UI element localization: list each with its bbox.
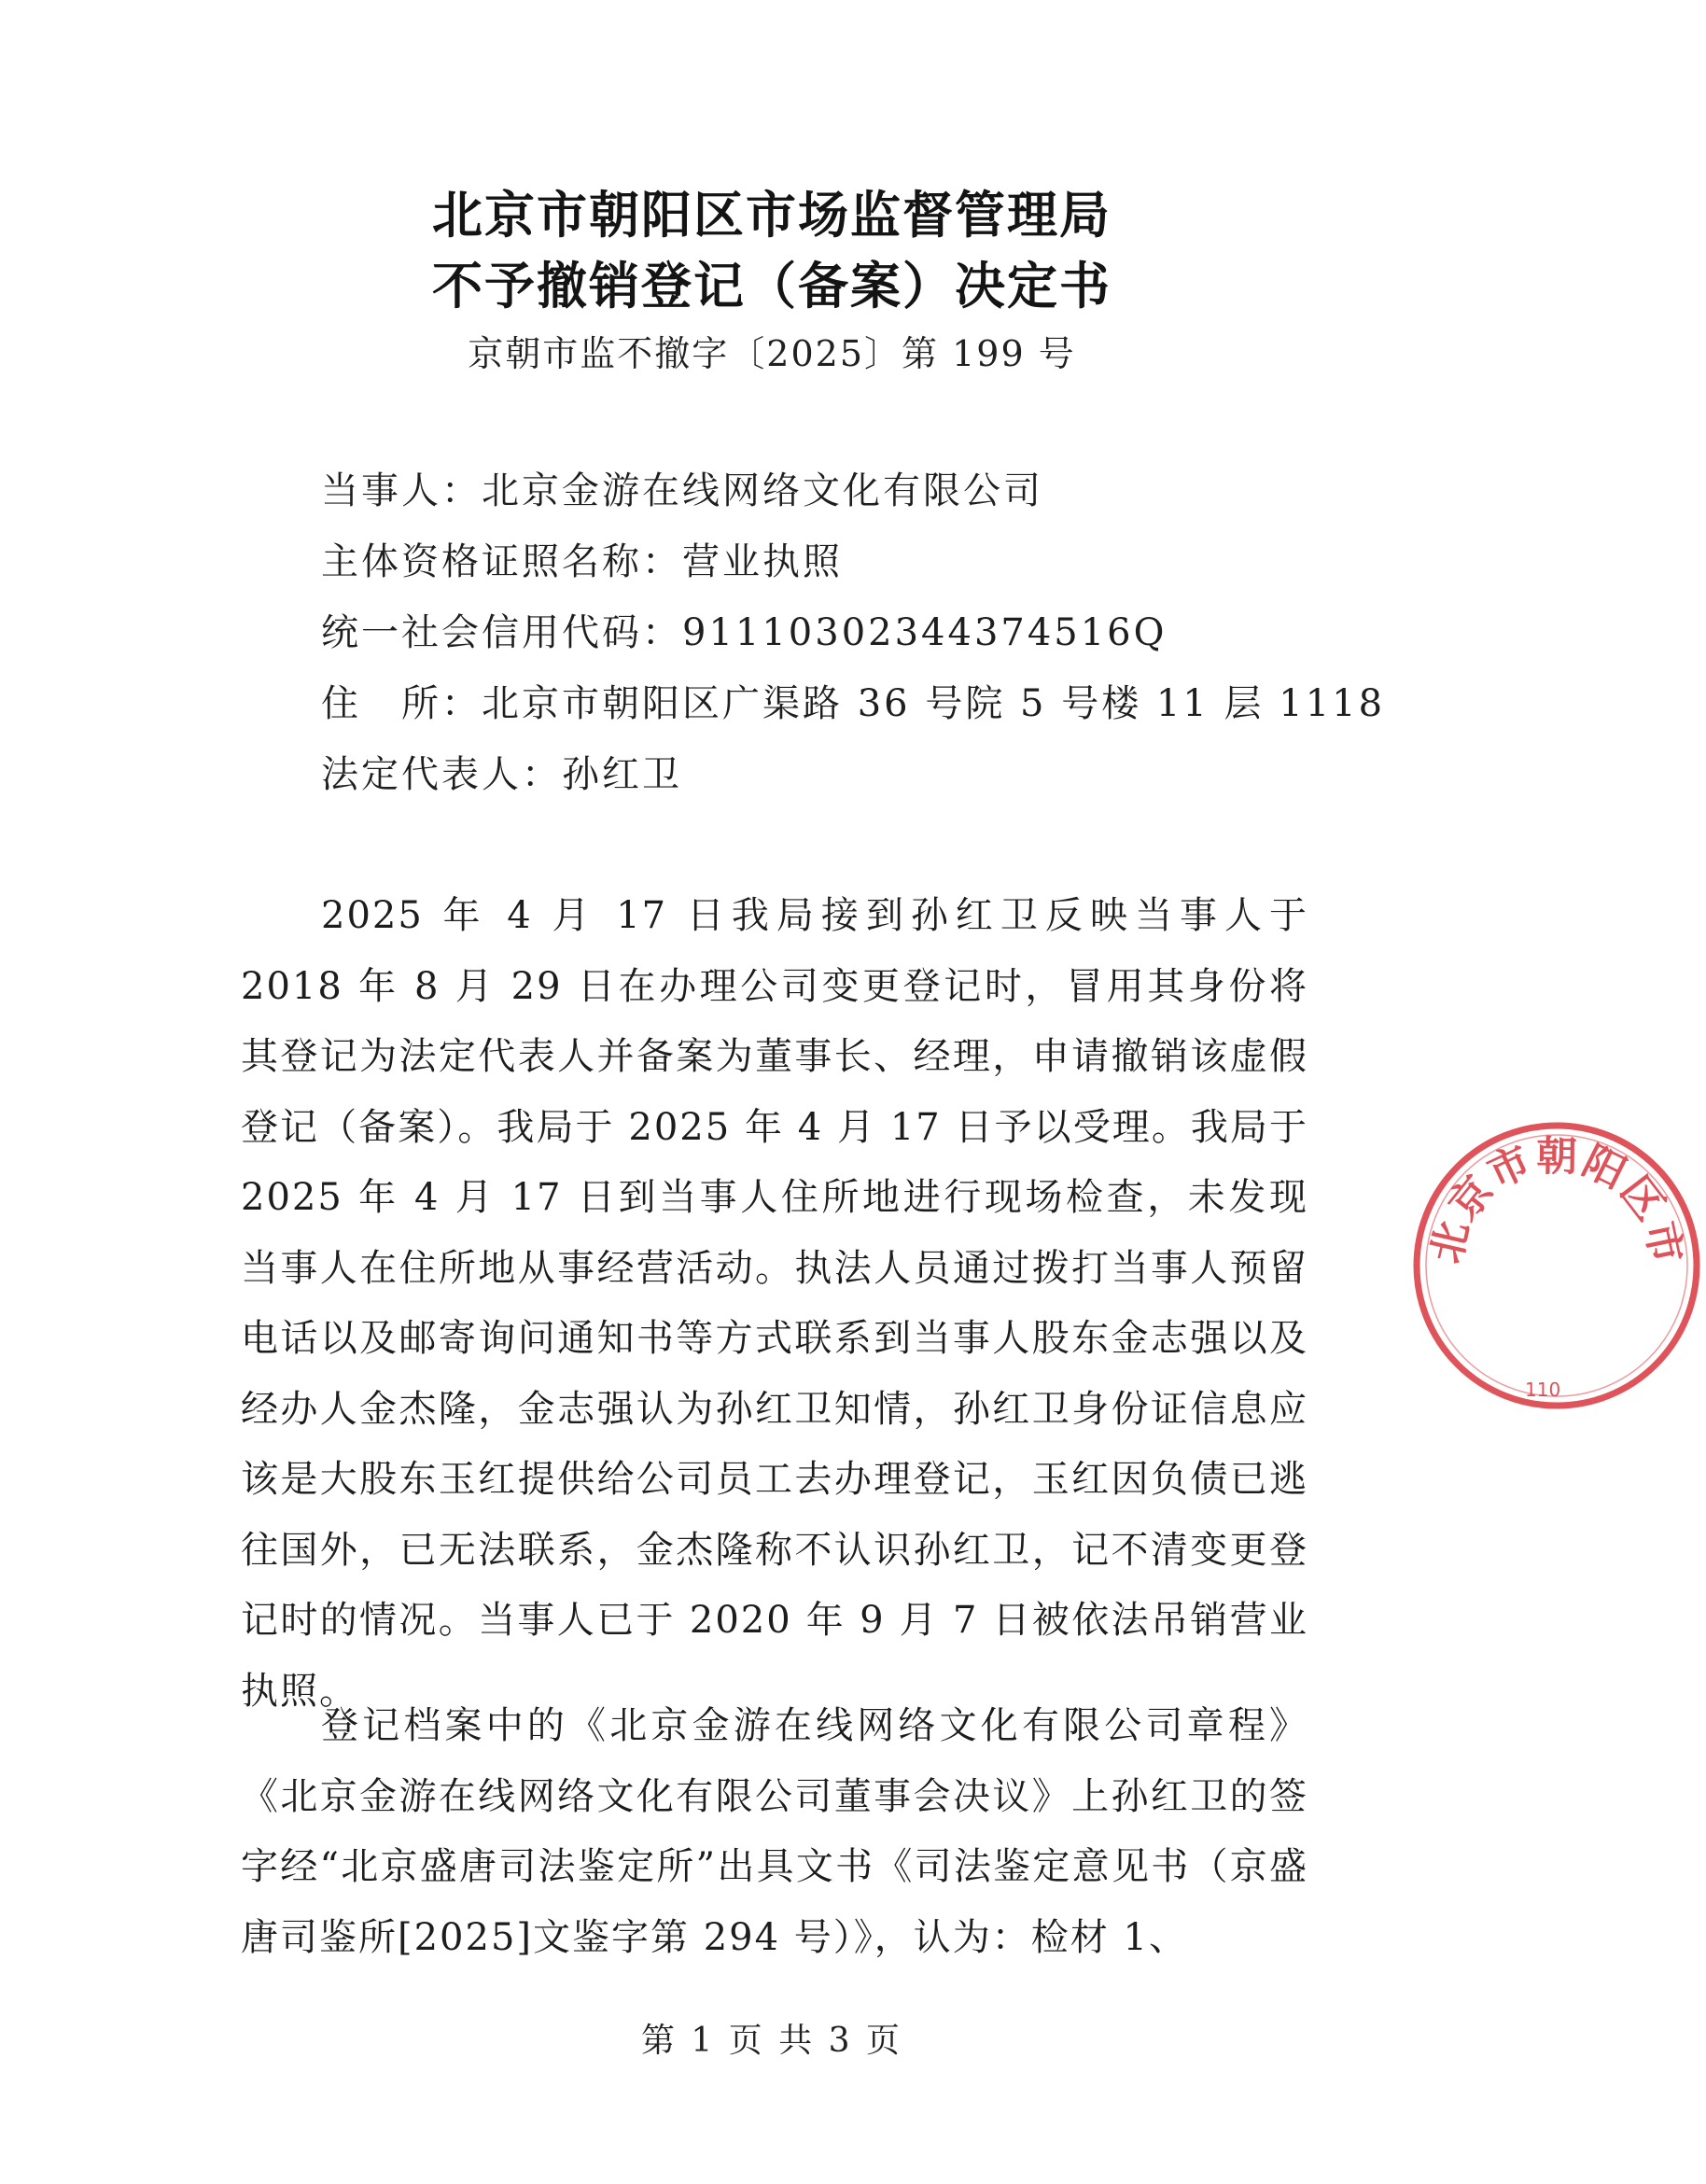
- seal-text: 北京市朝阳区市: [1422, 1132, 1691, 1270]
- legal-representative-line: 法定代表人：孙红卫: [321, 753, 682, 796]
- seal-number-fragment: 110: [1525, 1379, 1561, 1401]
- page-footer: 第 1 页 共 3 页: [640, 2022, 903, 2060]
- svg-text:北京市朝阳区市: [1422, 1133, 1690, 1269]
- party-name-line: 当事人：北京金游在线网络文化有限公司: [321, 469, 1043, 512]
- document-number: 京朝市监不撤字〔2025〕第 199 号: [468, 333, 1076, 374]
- document-title-line-2: 不予撤销登记（备案）决定书: [432, 256, 1112, 315]
- credit-code-line: 统一社会信用代码：91110302344374516Q: [321, 611, 1168, 654]
- address-line: 住 所：北京市朝阳区广渠路 36 号院 5 号楼 11 层 1118: [321, 682, 1386, 725]
- document-title-line-1: 北京市朝阳区市场监督管理局: [432, 185, 1112, 245]
- license-name-line: 主体资格证照名称：营业执照: [321, 540, 843, 583]
- body-paragraph-2-text: 登记档案中的《北京金游在线网络文化有限公司章程》《北京金游在线网络文化有限公司董事会决议》上孙红卫的签字经“北京盛唐司法鉴定所”出具文书《司法鉴定意见书（京盛唐司鉴所[2025]文鉴字第 294 号）》，认为：检材 1、: [241, 1704, 1308, 1959]
- body-paragraph-1: [241, 881, 1308, 1727]
- body-paragraph-1-text: 2025 年 4 月 17 日我局接到孙红卫反映当事人于 2018 年 8 月 29 日在办理公司变更登记时，冒用其身份将其登记为法定代表人并备案为董事长、经理，申请撤销该虚假登记（备案）。我局于 2025 年 4 月 17 日予以受理。我局于 2025 年 4 月 17 日到当事人住所地进行现场检查，未发现当事人在住所地从事经营活动。执法人员通过拨打当事人预留电话以及邮寄询问通知书等方式联系到当事人股东金志强以及经办人金杰隆，金志强认为孙红卫知情，孙红卫身份证信息应该是大股东玉红提供给公司员工去办理登记，玉红因负债已逃往国外，已无法联系，金杰隆称不认识孙红卫，记不清变更登记时的情况。当事人已于 2020 年 9 月 7 日被依法吊销营业执照。: [241, 894, 1308, 1713]
- body-paragraph-2: [241, 1691, 1308, 1973]
- official-seal-stamp: [1407, 1116, 1706, 1415]
